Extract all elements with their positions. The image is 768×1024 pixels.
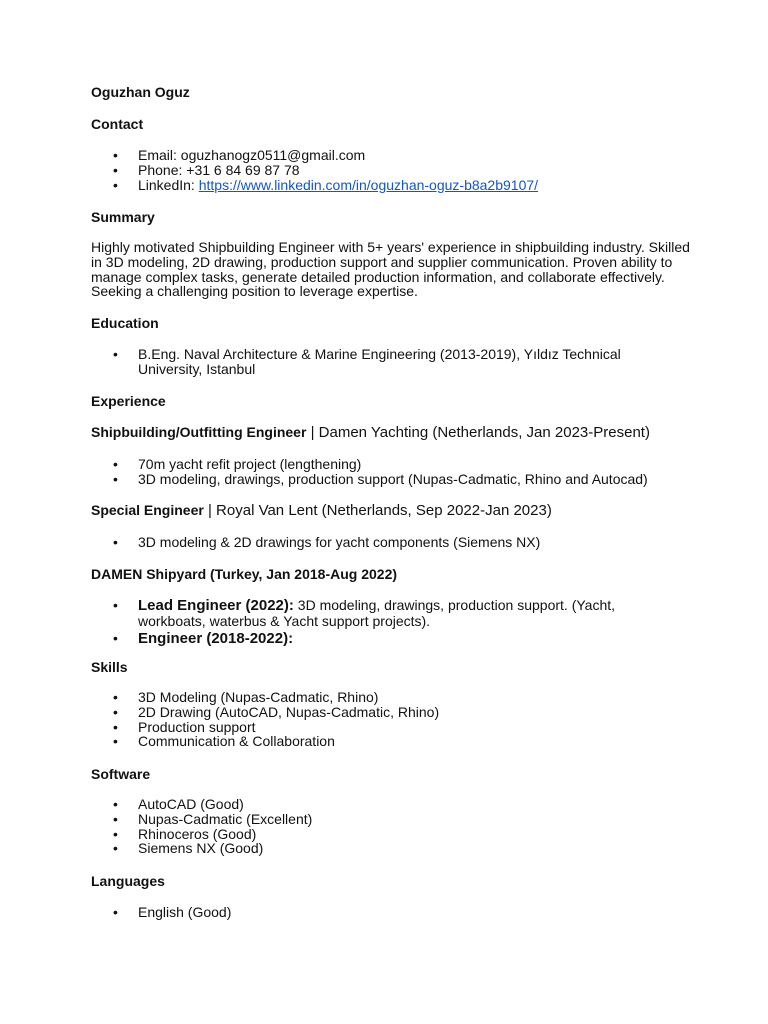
- role-text: 3D modeling, drawings, production support. (Yacht, workboats, waterbus & Yacht support projects).: [138, 597, 616, 629]
- damen-shipyard-list: [113, 598, 673, 646]
- contact-heading: Contact: [91, 116, 144, 132]
- resume-name: Oguzhan Oguz: [91, 84, 190, 100]
- skill-item: • 3D Modeling (Nupas-Cadmatic, Rhino): [113, 690, 673, 705]
- summary-heading: Summary: [91, 209, 155, 225]
- software-item: • Siemens NX (Good): [113, 841, 673, 856]
- job-title: Shipbuilding/Outfitting Engineer: [91, 424, 307, 440]
- linkedin-label: LinkedIn:: [138, 176, 199, 193]
- languages-heading: Languages: [91, 873, 165, 889]
- skills-heading: Skills: [91, 659, 128, 675]
- contact-email: • Email: oguzhanogz0511@gmail.com: [113, 148, 673, 163]
- software-item: • Nupas-Cadmatic (Excellent): [113, 812, 673, 827]
- job-title: Special Engineer: [91, 502, 204, 518]
- job-detail: | Royal Van Lent (Netherlands, Sep 2022-Jan 2023): [203, 502, 552, 519]
- contact-linkedin: [113, 178, 673, 193]
- job-bullet: • 70m yacht refit project (lengthening): [113, 457, 673, 472]
- damen-shipyard-heading: DAMEN Shipyard (Turkey, Jan 2018-Aug 2022): [91, 566, 398, 582]
- role-lead: Lead Engineer (2022):: [138, 597, 294, 614]
- education-heading: Education: [91, 315, 159, 331]
- summary-text: Highly motivated Shipbuilding Engineer with 5+ years' experience in shipbuilding industry. Skilled in 3D modeling, 2D drawing, production support and supplier communication. Proven ability to manage complex tasks, generate detailed production information, and collaborate effectively. Seeking a challenging position to leverage expertise.: [91, 239, 690, 300]
- linkedin-link[interactable]: https://www.linkedin.com/in/oguzhan-oguz-b8a2b9107/: [198, 176, 539, 193]
- language-item: • English (Good): [113, 905, 673, 920]
- skill-item: • Communication & Collaboration: [113, 734, 673, 749]
- software-item: • Rhinoceros (Good): [113, 827, 673, 842]
- job-bullet: • 3D modeling & 2D drawings for yacht components (Siemens NX): [113, 535, 673, 550]
- job-bullet: • 3D modeling, drawings, production support (Nupas-Cadmatic, Rhino and Autocad): [113, 472, 673, 487]
- job-detail: | Damen Yachting (Netherlands, Jan 2023-Present): [306, 424, 650, 441]
- skill-item: • 2D Drawing (AutoCAD, Nupas-Cadmatic, Rhino): [113, 705, 673, 720]
- languages-list: [113, 905, 673, 920]
- role-lead: Engineer (2018-2022):: [138, 629, 294, 647]
- contact-list: [113, 148, 673, 192]
- damen-lead-engineer: [113, 598, 673, 629]
- job-bullets-damen-yachting: [113, 457, 673, 487]
- job-heading-damen-yachting: [91, 424, 650, 441]
- education-list: [113, 347, 673, 377]
- job-heading-royal-van-lent: [91, 502, 552, 519]
- software-list: [113, 797, 673, 856]
- experience-heading: Experience: [91, 393, 166, 409]
- software-heading: Software: [91, 766, 151, 782]
- contact-phone: • Phone: +31 6 84 69 87 78: [113, 163, 673, 178]
- education-item: • B.Eng. Naval Architecture & Marine Engineering (2013-2019), Yıldız Technical University, Istanbul: [113, 347, 673, 377]
- job-bullets-royal-van-lent: [113, 535, 673, 550]
- skill-item: • Production support: [113, 720, 673, 735]
- damen-engineer: [113, 631, 673, 647]
- skills-list: [113, 690, 673, 749]
- software-item: • AutoCAD (Good): [113, 797, 673, 812]
